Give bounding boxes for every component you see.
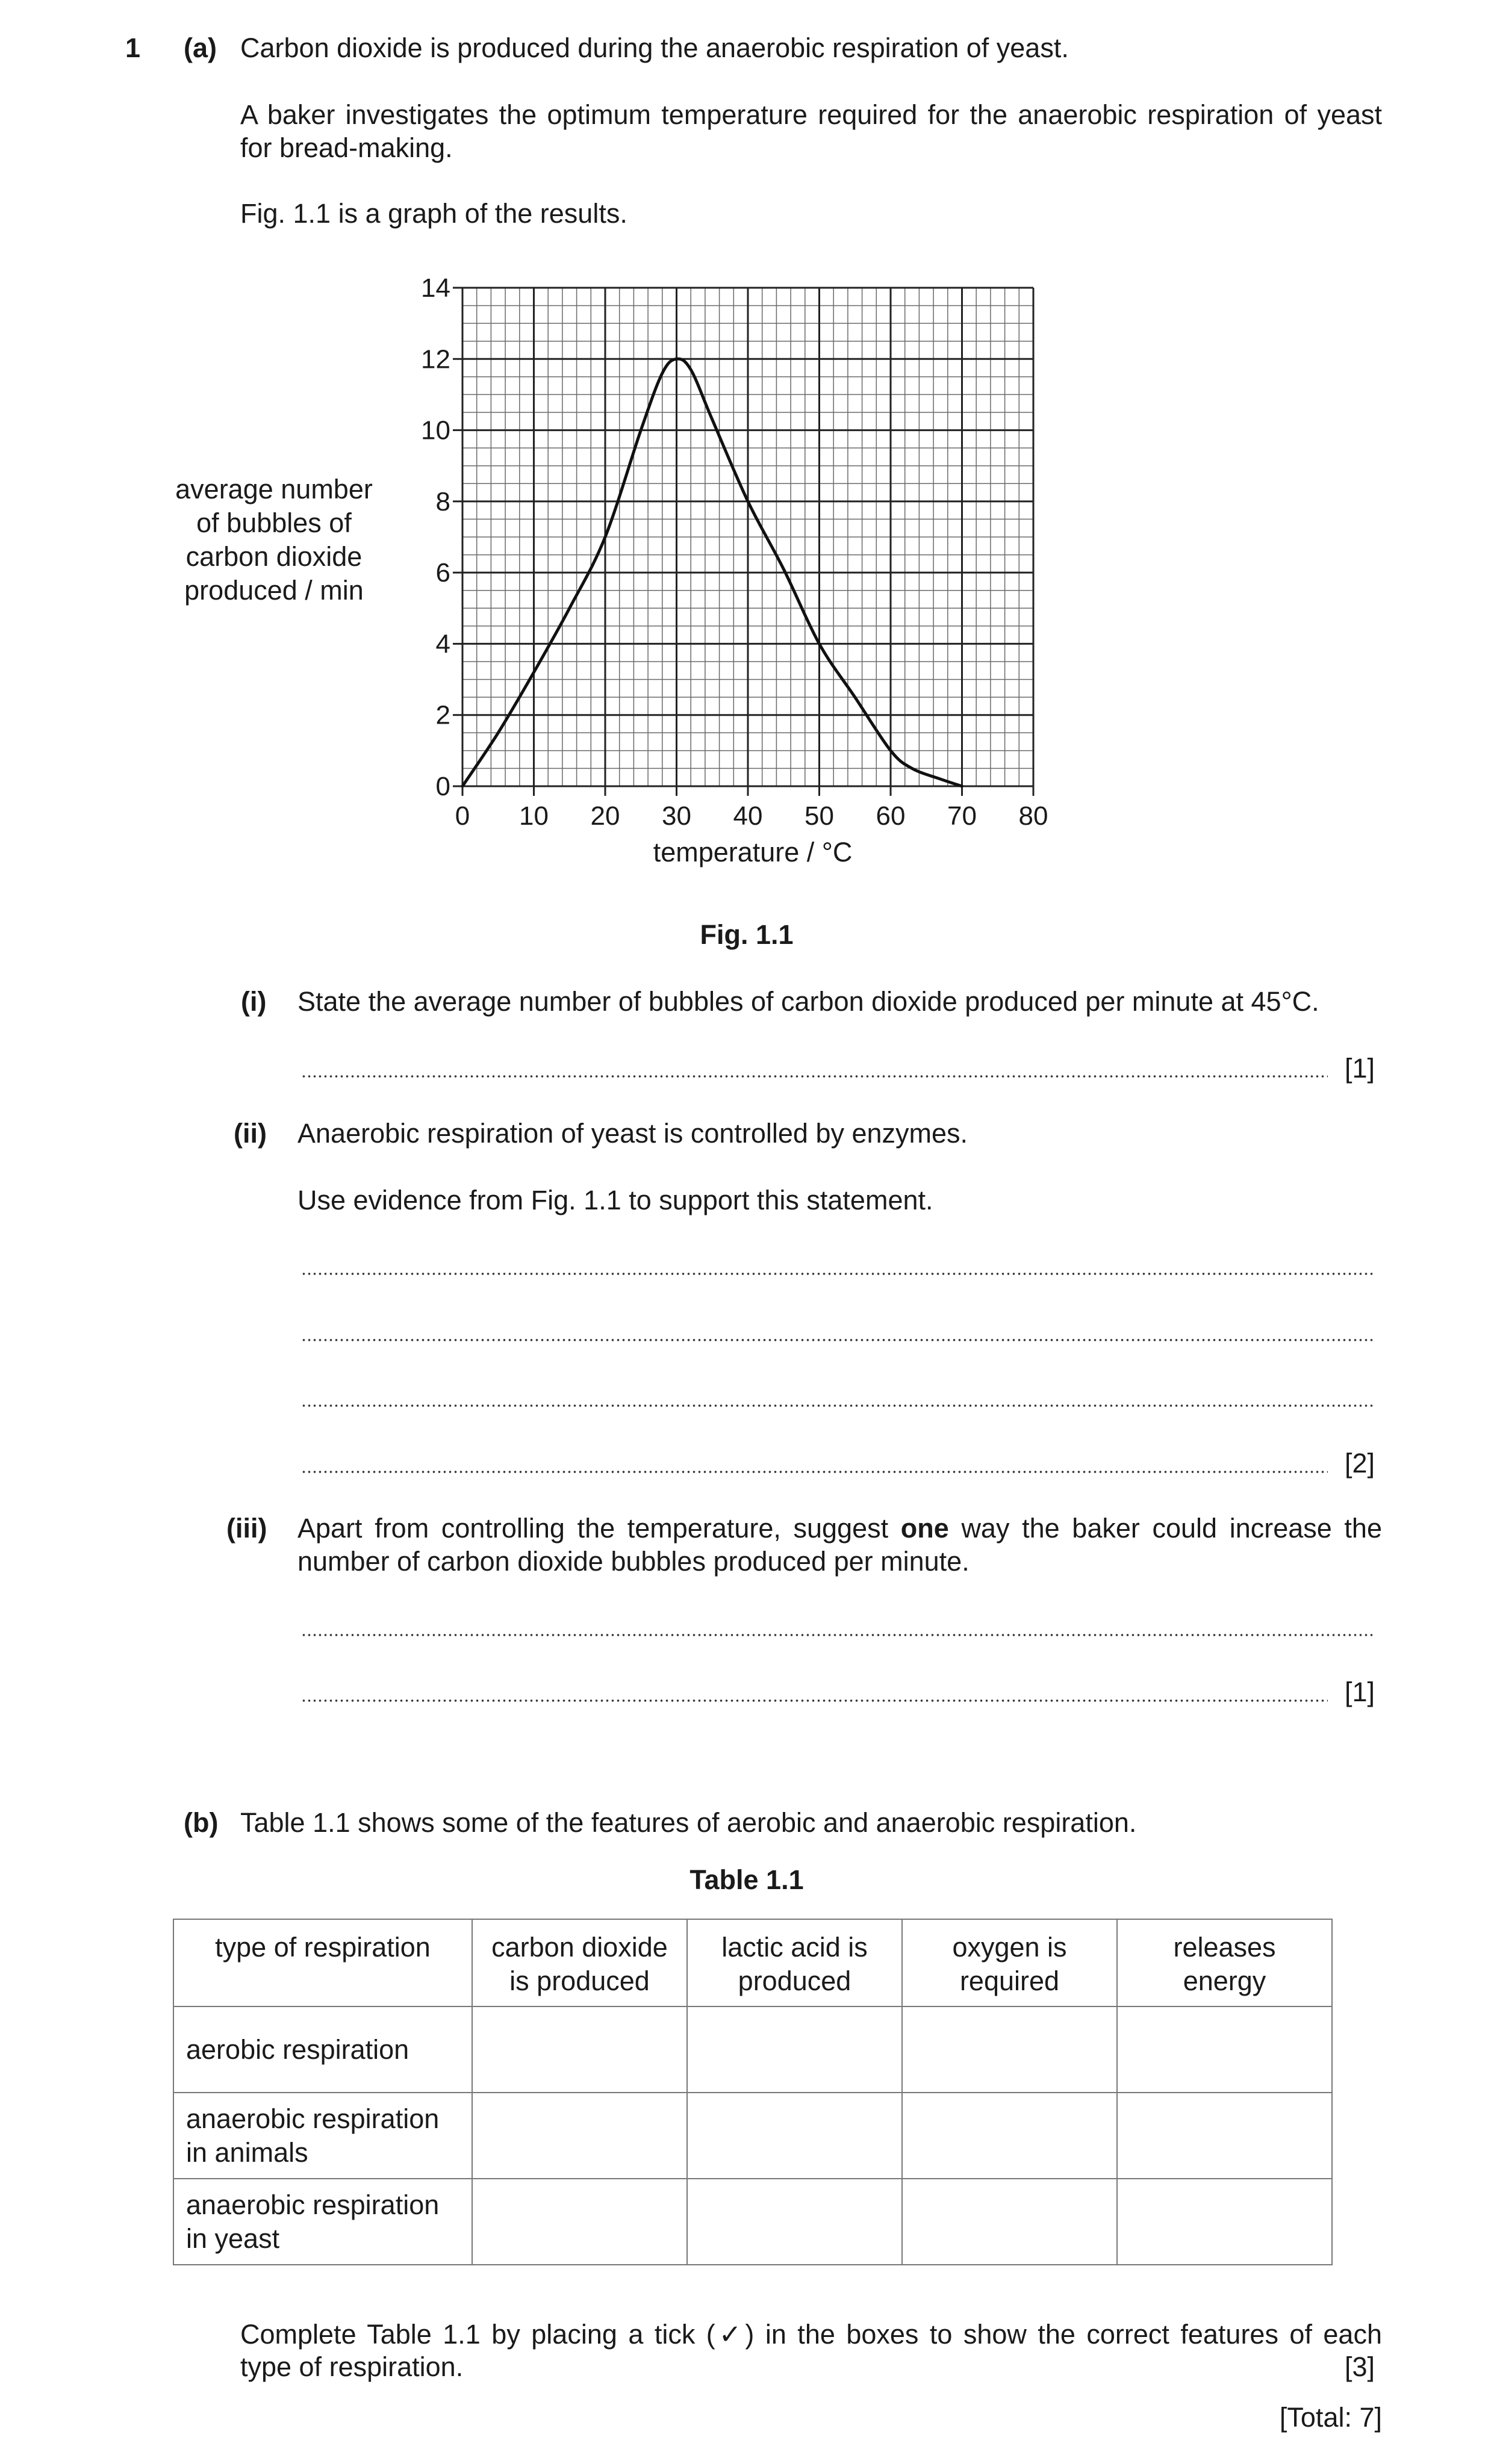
answer-line[interactable] xyxy=(301,1339,1373,1341)
chart-ticks xyxy=(453,288,1033,796)
table-row xyxy=(173,2006,1332,2093)
y-tick-label: 4 xyxy=(435,629,450,659)
y-label-line: carbon dioxide xyxy=(185,541,363,572)
x-tick-label: 40 xyxy=(733,801,763,831)
tick-box[interactable] xyxy=(472,2179,687,2265)
header-text: required xyxy=(959,1966,1060,1996)
answer-line[interactable] xyxy=(301,1699,1328,1702)
answer-line[interactable] xyxy=(301,1404,1373,1407)
x-tick-label: 60 xyxy=(876,801,906,831)
context-line-2: for bread-making. xyxy=(240,132,453,163)
tick-box[interactable] xyxy=(1117,2093,1332,2179)
tick-box[interactable] xyxy=(1117,2006,1332,2093)
sub-question-iii-text: Apart from controlling the temperature, suggest xyxy=(297,1513,889,1544)
sub-question-ii-label: (ii) xyxy=(234,1118,267,1149)
x-tick-label: 20 xyxy=(590,801,620,831)
x-tick-label: 70 xyxy=(947,801,977,831)
table-header-cell xyxy=(472,1919,687,2006)
tick-box[interactable] xyxy=(902,2093,1117,2179)
sub-question-iii-text: way the baker could increase the xyxy=(961,1513,1382,1544)
chart-tick-labels xyxy=(421,273,1048,831)
x-tick-label: 0 xyxy=(455,801,470,831)
header-text: oxygen is xyxy=(952,1932,1067,1963)
table-header-cell xyxy=(1117,1919,1332,2006)
part-a-label: (a) xyxy=(184,33,217,63)
table-header-row xyxy=(173,1919,1332,2006)
sub-question-iii-line-2: number of carbon dioxide bubbles produced per minute. xyxy=(297,1546,970,1577)
header-text: carbon dioxide xyxy=(491,1932,668,1963)
y-tick-label: 0 xyxy=(435,772,450,801)
header-text: is produced xyxy=(509,1966,650,1996)
total-marks: [Total: 7] xyxy=(1279,2402,1382,2433)
header-text: produced xyxy=(738,1966,851,1996)
part-b-instruction-line-2: type of respiration. xyxy=(240,2351,464,2382)
table-row xyxy=(173,2179,1332,2265)
x-tick-label: 10 xyxy=(519,801,549,831)
table-header-cell xyxy=(687,1919,902,2006)
row-label-cell xyxy=(173,2093,472,2179)
table-caption: Table 1.1 xyxy=(689,1864,804,1895)
context-line-1: A baker investigates the optimum temperature required for the anaerobic respiration of yeast xyxy=(240,99,1382,130)
tick-box[interactable] xyxy=(1117,2179,1332,2265)
sub-question-i-label: (i) xyxy=(241,986,267,1017)
row-label-text: aerobic respiration xyxy=(186,2034,409,2065)
table-header-cell xyxy=(173,1919,472,2006)
respiration-table xyxy=(173,1919,1333,2265)
figure-caption: Fig. 1.1 xyxy=(700,919,794,950)
header-text: type of respiration xyxy=(215,1932,431,1963)
sub-question-ii-instruction: Use evidence from Fig. 1.1 to support this statement. xyxy=(297,1185,933,1215)
y-tick-label: 10 xyxy=(421,415,450,445)
tick-box[interactable] xyxy=(902,2006,1117,2093)
tick-box[interactable] xyxy=(902,2179,1117,2265)
sub-question-iii-line-1 xyxy=(297,1512,1382,1545)
sub-question-i-text: State the average number of bubbles of carbon dioxide produced per minute at 45°C. xyxy=(297,986,1319,1017)
tick-box[interactable] xyxy=(472,2006,687,2093)
mark-allocation: [1] xyxy=(1345,1677,1375,1707)
table-header-cell xyxy=(902,1919,1117,2006)
y-tick-label: 2 xyxy=(435,700,450,730)
emphasis-one: one xyxy=(900,1513,949,1544)
header-text: lactic acid is xyxy=(721,1932,868,1963)
y-tick-label: 6 xyxy=(435,558,450,588)
header-text: releases xyxy=(1173,1932,1276,1963)
mark-allocation: [2] xyxy=(1345,1448,1375,1479)
part-b-intro: Table 1.1 shows some of the features of aerobic and anaerobic respiration. xyxy=(240,1807,1137,1838)
sub-question-iii-label: (iii) xyxy=(226,1513,267,1544)
table-row xyxy=(173,2093,1332,2179)
x-tick-label: 50 xyxy=(805,801,834,831)
row-label-cell xyxy=(173,2006,472,2093)
tick-box[interactable] xyxy=(687,2179,902,2265)
chart-x-axis-label: temperature / °C xyxy=(653,837,853,867)
row-label-text: anaerobic respiration xyxy=(186,2103,440,2134)
answer-line[interactable] xyxy=(301,1075,1328,1078)
answer-line[interactable] xyxy=(301,1273,1373,1275)
part-b-label: (b) xyxy=(184,1807,219,1838)
tick-box[interactable] xyxy=(687,2006,902,2093)
mark-allocation: [3] xyxy=(1345,2351,1375,2382)
sub-question-ii-text: Anaerobic respiration of yeast is controlled by enzymes. xyxy=(297,1118,968,1149)
tick-box[interactable] xyxy=(687,2093,902,2179)
answer-line[interactable] xyxy=(301,1634,1373,1636)
part-a-intro: Carbon dioxide is produced during the anaerobic respiration of yeast. xyxy=(240,33,1069,63)
mark-allocation: [1] xyxy=(1345,1053,1375,1084)
y-label-line: of bubbles of xyxy=(196,507,352,538)
figure-reference: Fig. 1.1 is a graph of the results. xyxy=(240,198,627,229)
y-tick-label: 8 xyxy=(435,486,450,517)
figure-1-1-chart xyxy=(0,0,1494,903)
row-label-text: in animals xyxy=(186,2137,308,2168)
row-label-text: anaerobic respiration xyxy=(186,2189,440,2220)
y-label-line: average number xyxy=(175,474,373,504)
y-tick-label: 12 xyxy=(421,344,450,374)
tick-box[interactable] xyxy=(472,2093,687,2179)
y-tick-label: 14 xyxy=(421,273,450,303)
question-number: 1 xyxy=(125,33,141,63)
row-label-text: in yeast xyxy=(186,2223,280,2254)
answer-line[interactable] xyxy=(301,1471,1328,1473)
header-text: energy xyxy=(1183,1966,1266,1996)
part-b-instruction-line-1: Complete Table 1.1 by placing a tick (✓) in the boxes to show the correct features of each xyxy=(240,2319,1382,2350)
row-label-cell xyxy=(173,2179,472,2265)
x-tick-label: 30 xyxy=(662,801,691,831)
x-tick-label: 80 xyxy=(1018,801,1048,831)
y-label-line: produced / min xyxy=(184,575,364,606)
